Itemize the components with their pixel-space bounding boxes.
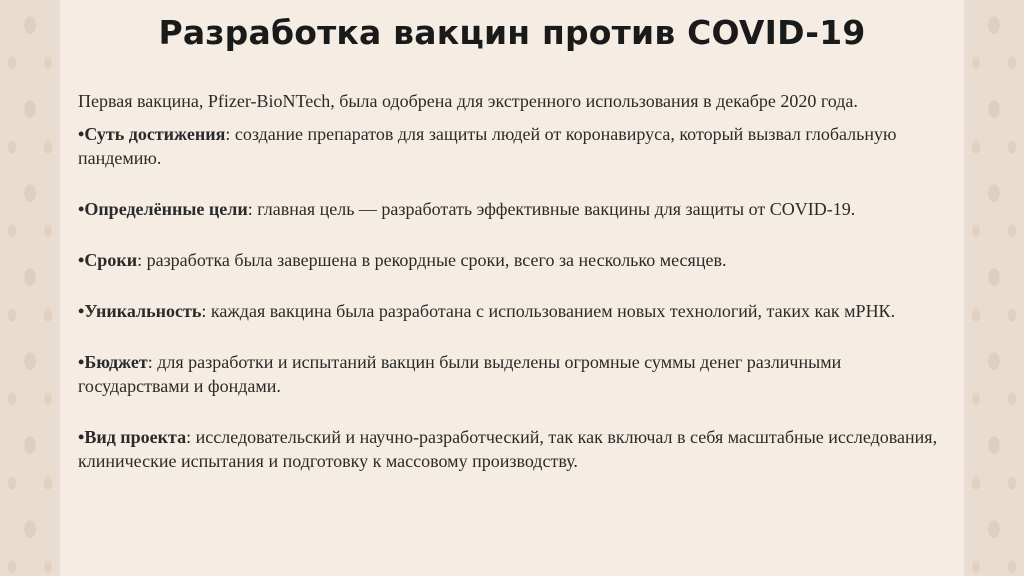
bullet-marker: • [78,199,85,219]
bullet-text: : разработка была завершена в рекордные сроки, всего за несколько месяцев. [137,250,727,270]
bullet-item [78,299,948,323]
bullet-item [78,425,948,473]
bullet-term: Сроки [84,250,138,270]
bullet-term: Вид проекта [84,427,187,447]
bullet-text: : создание препаратов для защиты людей от коронавируса, который вызвал глобальную пандемию. [78,124,897,168]
bullet-marker: • [78,124,85,144]
bullet-term: Определённые цели [84,199,248,219]
intro-paragraph: Первая вакцина, Pfizer-BioNTech, была одобрена для экстренного использования в декабре 2020 года. [78,91,858,111]
bullet-text: : исследовательский и научно-разработческий, так как включал в себя масштабные исследования, клинические испытания и подготовку к массовому производству. [78,427,938,471]
bullet-item [78,248,948,272]
right-ornament-border [964,0,1024,576]
bullet-term: Суть достижения [84,124,226,144]
slide-body [78,89,948,500]
bullet-text: : главная цель — разработать эффективные вакцины для защиты от COVID-19. [247,199,856,219]
slide-title: Разработка вакцин против COVID-19 [158,13,866,52]
bullet-marker: • [78,427,85,447]
bullet-item [78,197,948,221]
bullet-text: : каждая вакцина была разработана с использованием новых технологий, таких как мРНК. [201,301,896,321]
bullet-marker: • [78,352,85,372]
bullet-text: : для разработки и испытаний вакцин были выделены огромные суммы денег различными государствами и фондами. [78,352,842,396]
bullet-marker: • [78,250,85,270]
bullet-marker: • [78,301,85,321]
bullet-term: Уникальность [84,301,202,321]
bullet-term: Бюджет [84,352,148,372]
bullet-item [78,350,948,398]
bullet-item [78,122,948,170]
left-ornament-border [0,0,60,576]
